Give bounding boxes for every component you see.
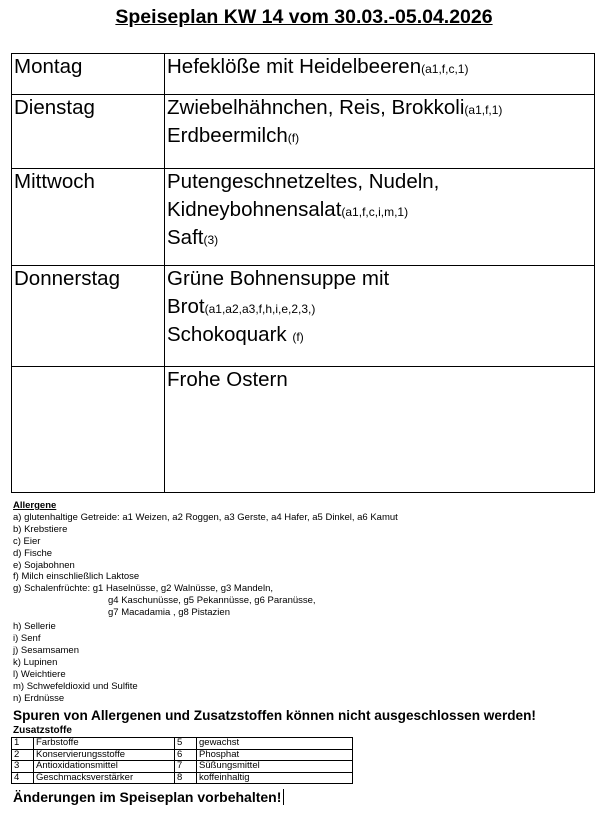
meal-item: Kidneybohnensalat(a1,f,c,i,m,1) <box>167 198 409 221</box>
additives-table <box>11 737 353 784</box>
day-cell <box>12 367 165 493</box>
meal-cell <box>165 95 595 169</box>
page-title: Speiseplan KW 14 vom 30.03.-05.04.2026 <box>115 6 493 28</box>
menu-table <box>11 53 595 493</box>
additive-number: 4 <box>12 772 34 784</box>
meal-item: Erdbeermilch(f) <box>167 124 300 147</box>
day-cell: Montag <box>12 54 165 95</box>
menu-row-tuesday <box>12 95 595 169</box>
meal-item: Zwiebelhähnchen, Reis, Brokkoli(a1,f,1) <box>167 96 503 119</box>
menu-row-wednesday <box>12 169 595 266</box>
meal-item: Hefeklöße mit Heidelbeeren(a1,f,c,1) <box>167 55 469 78</box>
holiday-text: Frohe Ostern <box>165 367 595 493</box>
menu-row-holiday <box>12 367 595 493</box>
additive-name: Süßungsmittel <box>197 761 353 773</box>
meal-item: Brot(a1,a2,a3,f,h,i,e,2,3,) <box>167 295 316 318</box>
allergen-item: g7 Macadamia , g8 Pistazien <box>108 607 230 619</box>
meal-cell <box>165 266 595 367</box>
additive-name: Konservierungsstoffe <box>34 749 175 761</box>
additive-number: 8 <box>175 772 197 784</box>
allergen-item: c) Eier <box>13 535 41 547</box>
footer-text: Änderungen im Speiseplan vorbehalten! <box>13 789 282 805</box>
allergen-item: g) Schalenfrüchte: g1 Haselnüsse, g2 Walnüsse, g3 Mandeln, <box>13 583 273 595</box>
footer-note <box>13 789 284 805</box>
additive-number: 7 <box>175 761 197 773</box>
additive-number: 1 <box>12 738 34 750</box>
allergen-item: a) glutenhaltige Getreide: a1 Weizen, a2 Roggen, a3 Gerste, a4 Hafer, a5 Dinkel, a6 Kamut <box>13 511 398 523</box>
meal-item: Schokoquark (f) <box>167 323 304 346</box>
additive-name: Phosphat <box>197 749 353 761</box>
meal-cell <box>165 54 595 95</box>
allergen-item: h) Sellerie <box>13 621 56 633</box>
allergen-item: b) Krebstiere <box>13 523 68 535</box>
allergen-warning: Spuren von Allergenen und Zusatzstoffen können nicht ausgeschlossen werden! <box>13 708 536 723</box>
allergen-item: d) Fische <box>13 547 53 559</box>
allergen-list <box>13 500 603 704</box>
additives-row <box>12 749 353 761</box>
allergen-item: g4 Kaschunüsse, g5 Pekannüsse, g6 Paranüsse, <box>108 595 316 607</box>
allergen-item: k) Lupinen <box>13 656 58 668</box>
additive-number: 2 <box>12 749 34 761</box>
additive-number: 3 <box>12 761 34 773</box>
additive-number: 5 <box>175 738 197 750</box>
meal-item: Putengeschnetzeltes, Nudeln, <box>167 170 440 193</box>
additive-name: Farbstoffe <box>34 738 175 750</box>
additive-name: gewachst <box>197 738 353 750</box>
additive-name: koffeinhaltig <box>197 772 353 784</box>
additives-row <box>12 761 353 773</box>
day-cell: Dienstag <box>12 95 165 169</box>
menu-row-thursday <box>12 266 595 367</box>
allergen-item: n) Erdnüsse <box>13 692 65 704</box>
additives-title: Zusatzstoffe <box>13 725 72 736</box>
text-cursor <box>283 789 284 805</box>
allergen-item: i) Senf <box>13 632 41 644</box>
additive-number: 6 <box>175 749 197 761</box>
additive-name: Geschmacksverstärker <box>34 772 175 784</box>
meal-item: Grüne Bohnensuppe mit <box>167 267 390 290</box>
allergen-item: f) Milch einschließlich Laktose <box>13 571 140 583</box>
allergen-item: m) Schwefeldioxid und Sulfite <box>13 680 138 692</box>
meal-item: Saft(3) <box>167 226 219 249</box>
meal-cell <box>165 169 595 266</box>
allergen-item: j) Sesamsamen <box>13 644 79 656</box>
day-cell: Mittwoch <box>12 169 165 266</box>
additive-name: Antioxidationsmittel <box>34 761 175 773</box>
allergen-heading: Allergene <box>13 500 57 511</box>
additives-row <box>12 772 353 784</box>
allergen-item: l) Weichtiere <box>13 668 66 680</box>
additives-row <box>12 738 353 750</box>
menu-row-monday <box>12 54 595 95</box>
day-cell: Donnerstag <box>12 266 165 367</box>
allergen-item: e) Sojabohnen <box>13 559 75 571</box>
